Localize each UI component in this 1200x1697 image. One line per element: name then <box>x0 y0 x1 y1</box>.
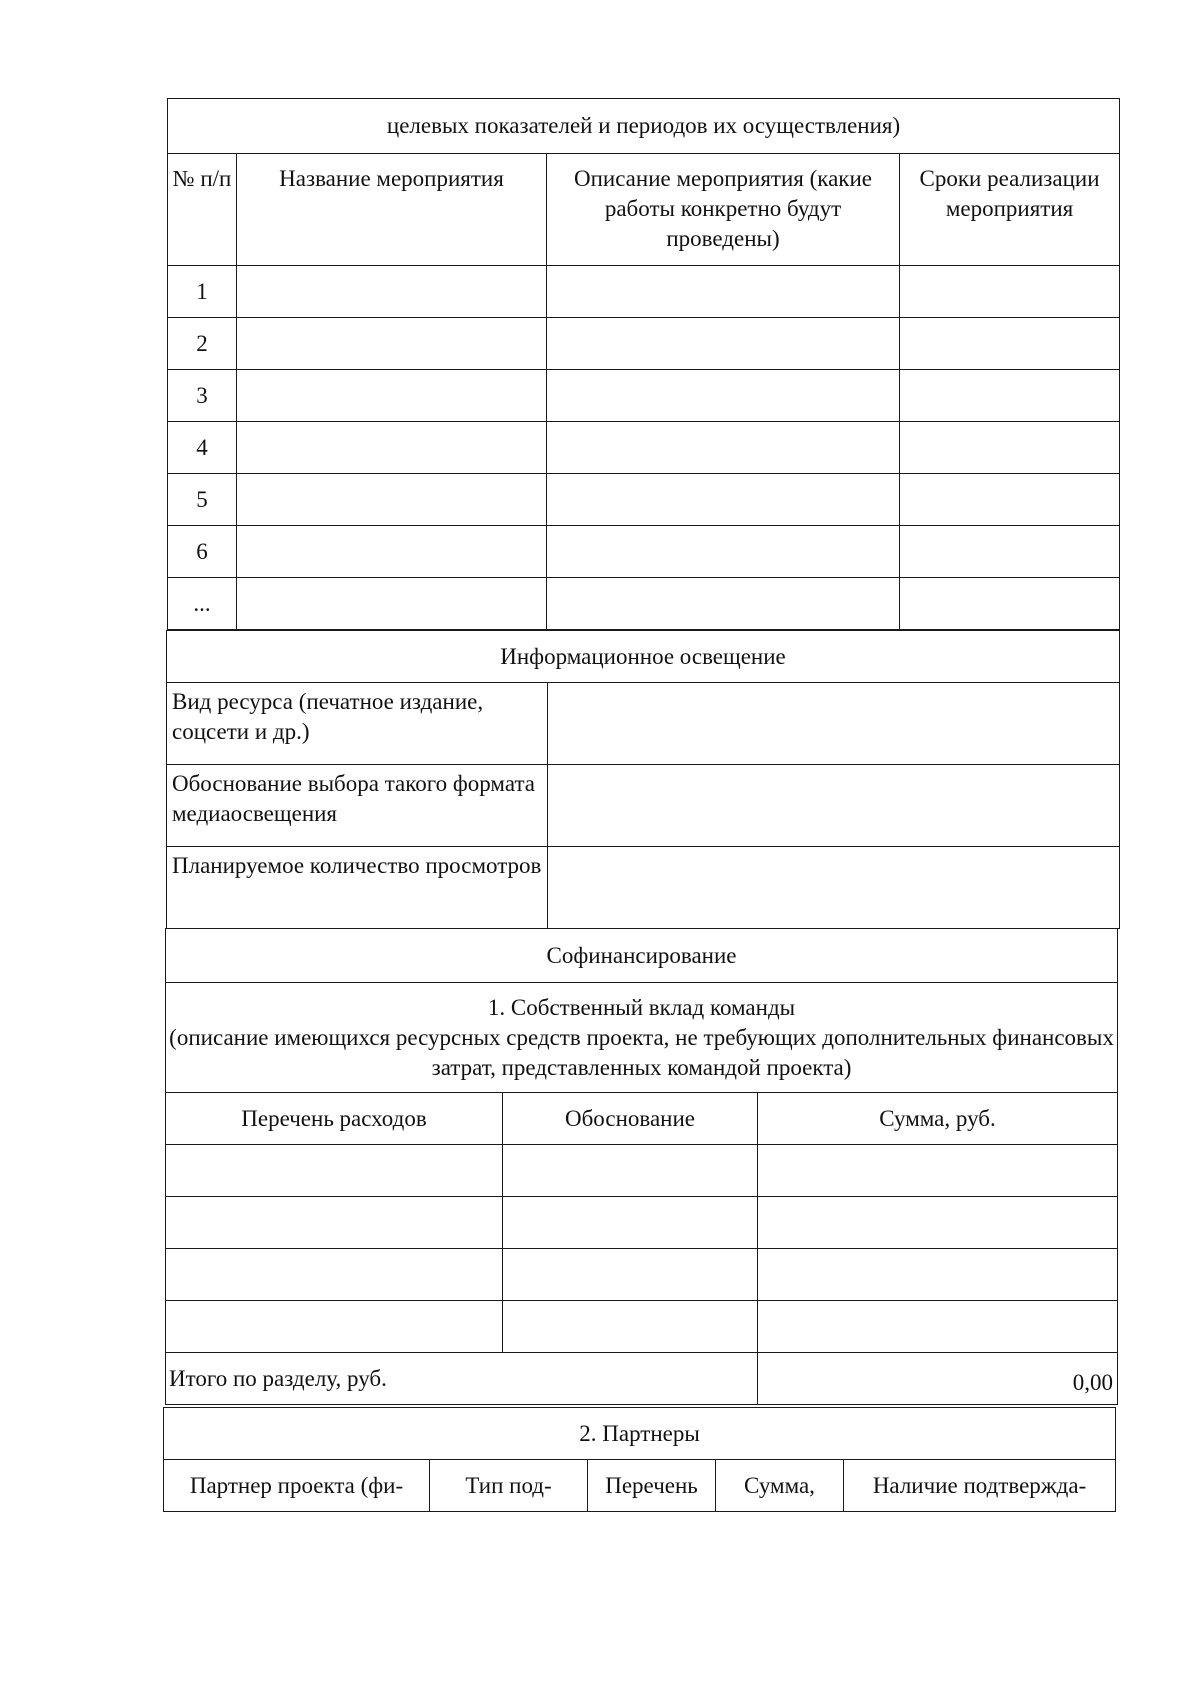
expense-cell <box>166 1197 503 1249</box>
partners-title: 2. Партнеры <box>164 1408 1116 1460</box>
header-measure-name: Название мероприятия <box>237 154 547 266</box>
table-row <box>167 847 1120 929</box>
total-row <box>166 1353 1118 1405</box>
media-table <box>166 630 1120 929</box>
expense-cell <box>166 1249 503 1301</box>
table-row <box>166 1197 1118 1249</box>
table-row <box>168 578 1120 630</box>
row-number: 6 <box>168 526 237 578</box>
measure-timing-cell <box>900 318 1120 370</box>
measures-table <box>167 98 1120 630</box>
header-confirmation: Наличие подтвержда- <box>844 1460 1116 1512</box>
measure-timing-cell <box>900 474 1120 526</box>
header-expenses: Перечень расходов <box>166 1093 503 1145</box>
media-format-justification-value <box>548 765 1120 847</box>
header-sum: Сумма, <box>716 1460 844 1512</box>
measure-name-cell <box>237 474 547 526</box>
header-number: № п/п <box>168 154 237 266</box>
measure-timing-cell <box>900 526 1120 578</box>
media-resource-type-value <box>548 683 1120 765</box>
media-format-justification-label: Обоснование выбора такого формата медиаосвещения <box>167 765 548 847</box>
justification-cell <box>503 1145 758 1197</box>
header-justification: Обоснование <box>503 1093 758 1145</box>
row-number: 4 <box>168 422 237 474</box>
table-row <box>168 266 1120 318</box>
measure-description-cell <box>547 266 900 318</box>
media-planned-views-value <box>548 847 1120 929</box>
measure-name-cell <box>237 370 547 422</box>
amount-cell <box>758 1301 1118 1353</box>
own-contribution-title: 1. Собственный вклад команды <box>487 994 796 1020</box>
justification-cell <box>503 1249 758 1301</box>
media-planned-views-label: Планируемое количество просмотров <box>167 847 548 929</box>
table-row <box>168 422 1120 474</box>
own-contribution-table <box>165 928 1118 1405</box>
header-support-type: Тип под- <box>430 1460 588 1512</box>
table-row <box>168 526 1120 578</box>
measures-caption: целевых показателей и периодов их осуществления) <box>168 99 1120 154</box>
table-row <box>168 318 1120 370</box>
measure-timing-cell <box>900 578 1120 630</box>
measure-description-cell <box>547 422 900 474</box>
measure-description-cell <box>547 526 900 578</box>
table-row <box>168 474 1120 526</box>
row-number: ... <box>168 578 237 630</box>
section-total-value: 0,00 <box>758 1353 1118 1405</box>
measure-description-cell <box>547 578 900 630</box>
measure-description-cell <box>547 318 900 370</box>
table-row <box>166 1301 1118 1353</box>
own-contribution-heading <box>166 983 1118 1093</box>
measure-description-cell <box>547 370 900 422</box>
measure-timing-cell <box>900 370 1120 422</box>
row-number: 3 <box>168 370 237 422</box>
amount-cell <box>758 1197 1118 1249</box>
amount-cell <box>758 1145 1118 1197</box>
justification-cell <box>503 1301 758 1353</box>
measure-timing-cell <box>900 422 1120 474</box>
measure-name-cell <box>237 578 547 630</box>
measure-name-cell <box>237 318 547 370</box>
header-measure-description: Описание мероприятия (какие работы конкретно будут проведены) <box>547 154 900 266</box>
measure-description-cell <box>547 474 900 526</box>
table-row <box>167 683 1120 765</box>
table-row <box>168 370 1120 422</box>
partners-table <box>163 1407 1116 1512</box>
table-row <box>166 1249 1118 1301</box>
media-resource-type-label: Вид ресурса (печатное издание, соцсети и др.) <box>167 683 548 765</box>
table-row <box>167 765 1120 847</box>
own-contribution-subtitle: (описание имеющихся ресурсных средств проекта, не требующих дополнительных финансовых затрат, представленных командой проекта) <box>169 1024 1114 1080</box>
expense-cell <box>166 1145 503 1197</box>
measure-timing-cell <box>900 266 1120 318</box>
row-number: 2 <box>168 318 237 370</box>
amount-cell <box>758 1249 1118 1301</box>
media-section-title: Информационное освещение <box>167 631 1120 683</box>
header-list: Перечень <box>588 1460 716 1512</box>
cofinancing-title: Софинансирование <box>166 929 1118 983</box>
justification-cell <box>503 1197 758 1249</box>
measure-name-cell <box>237 422 547 474</box>
expense-cell <box>166 1301 503 1353</box>
row-number: 1 <box>168 266 237 318</box>
header-amount: Сумма, руб. <box>758 1093 1118 1145</box>
table-row <box>166 1145 1118 1197</box>
measure-name-cell <box>237 266 547 318</box>
header-partner: Партнер проекта (фи- <box>164 1460 430 1512</box>
section-total-label: Итого по разделу, руб. <box>166 1353 758 1405</box>
measure-name-cell <box>237 526 547 578</box>
header-measure-timing: Сроки реализации мероприятия <box>900 154 1120 266</box>
row-number: 5 <box>168 474 237 526</box>
